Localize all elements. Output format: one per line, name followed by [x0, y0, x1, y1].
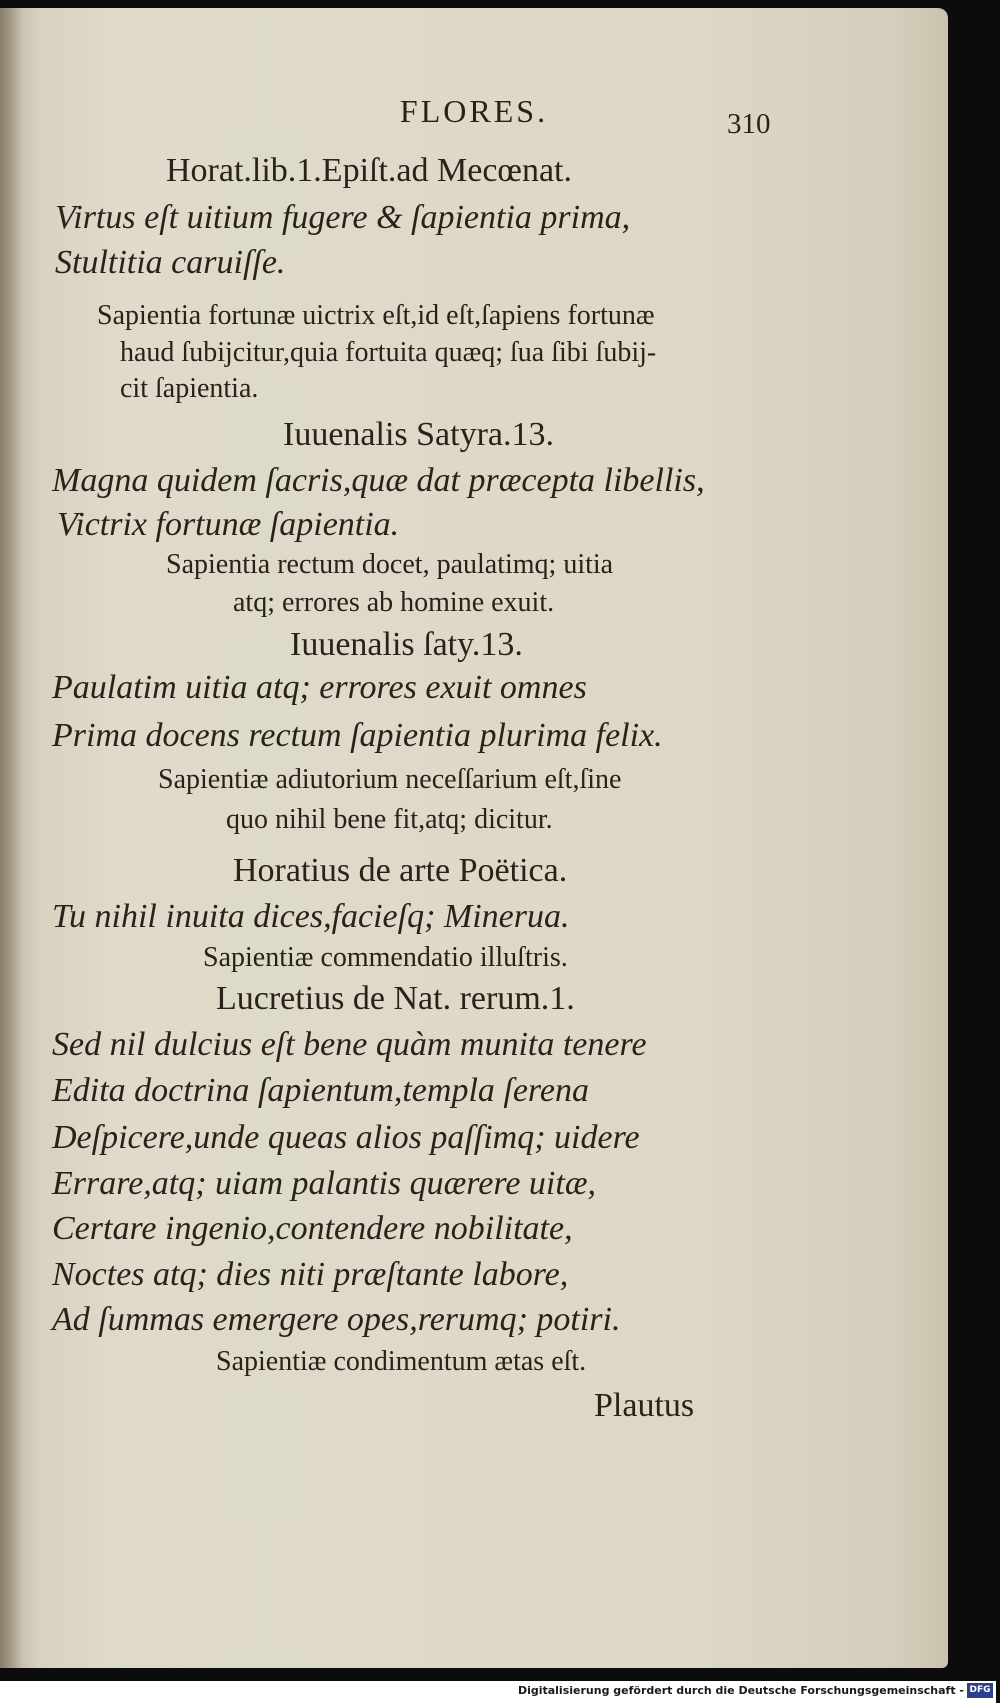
catchword: Plautus [594, 1387, 695, 1424]
commentary-line: Sapientia rectum docet, paulatimq; uitia [166, 549, 614, 580]
verse-line: Edita doctrina ſapientum,templa ſerena [52, 1072, 589, 1109]
digitization-footer [0, 1681, 996, 1703]
verse-line: Prima docens rectum ſapientia plurima felix. [52, 717, 663, 754]
verse-line: Sed nil dulcius eſt bene quàm munita tenere [52, 1026, 647, 1063]
commentary-line: atq; errores ab homine exuit. [233, 587, 555, 618]
verse-line: Victrix fortunæ ſapientia. [57, 506, 400, 543]
verse-line: Paulatim uitia atq; errores exuit omnes [52, 669, 587, 706]
verse-line: Virtus eſt uitium fugere & ſapientia prima, [55, 199, 631, 236]
verse-line: Deſpicere,unde queas alios paſſimq; uidere [52, 1119, 640, 1156]
dfg-logo: DFG [967, 1683, 993, 1698]
commentary-line: Sapientiæ adiutorium neceſſarium eſt,ſine [158, 764, 622, 795]
commentary-line: quo nihil bene fit,atq; dicitur. [226, 804, 553, 835]
source-heading: Iuuenalis Satyra.13. [283, 416, 554, 453]
source-heading: Horatius de arte Poëtica. [233, 852, 568, 889]
commentary-line: Sapientia fortunæ uictrix eſt,id eſt,ſapiens fortunæ [97, 300, 655, 331]
funding-credit: Digitalisierung gefördert durch die Deutsche Forschungsgemeinschaft - [517, 1684, 964, 1697]
verse-line: Ad ſummas emergere opes,rerumq; potiri. [52, 1301, 621, 1338]
commentary-line: cit ſapientia. [120, 373, 259, 404]
running-head: FLORES. [399, 93, 549, 129]
commentary-line: haud ſubijcitur,quia fortuita quæq; ſua ſibi ſubij- [120, 337, 657, 368]
verse-line: Stultitia caruiſſe. [55, 244, 286, 281]
commentary-line: Sapientiæ commendatio illuſtris. [203, 942, 568, 973]
page-number: 310 [727, 108, 771, 140]
verse-line: Tu nihil inuita dices,facieſq; Minerua. [52, 898, 570, 935]
commentary-line: Sapientiæ condimentum ætas eſt. [216, 1346, 587, 1377]
verse-line: Magna quidem ſacris,quæ dat præcepta libellis, [52, 462, 705, 499]
page-gutter-shadow [0, 8, 22, 1668]
source-heading: Iuuenalis ſaty.13. [290, 626, 523, 663]
verse-line: Certare ingenio,contendere nobilitate, [52, 1210, 573, 1247]
source-heading: Lucretius de Nat. rerum.1. [216, 980, 575, 1017]
verse-line: Errare,atq; uiam palantis quærere uitæ, [52, 1165, 596, 1202]
verse-line: Noctes atq; dies niti præſtante labore, [52, 1256, 569, 1293]
source-heading: Horat.lib.1.Epiſt.ad Mecœnat. [166, 152, 573, 189]
